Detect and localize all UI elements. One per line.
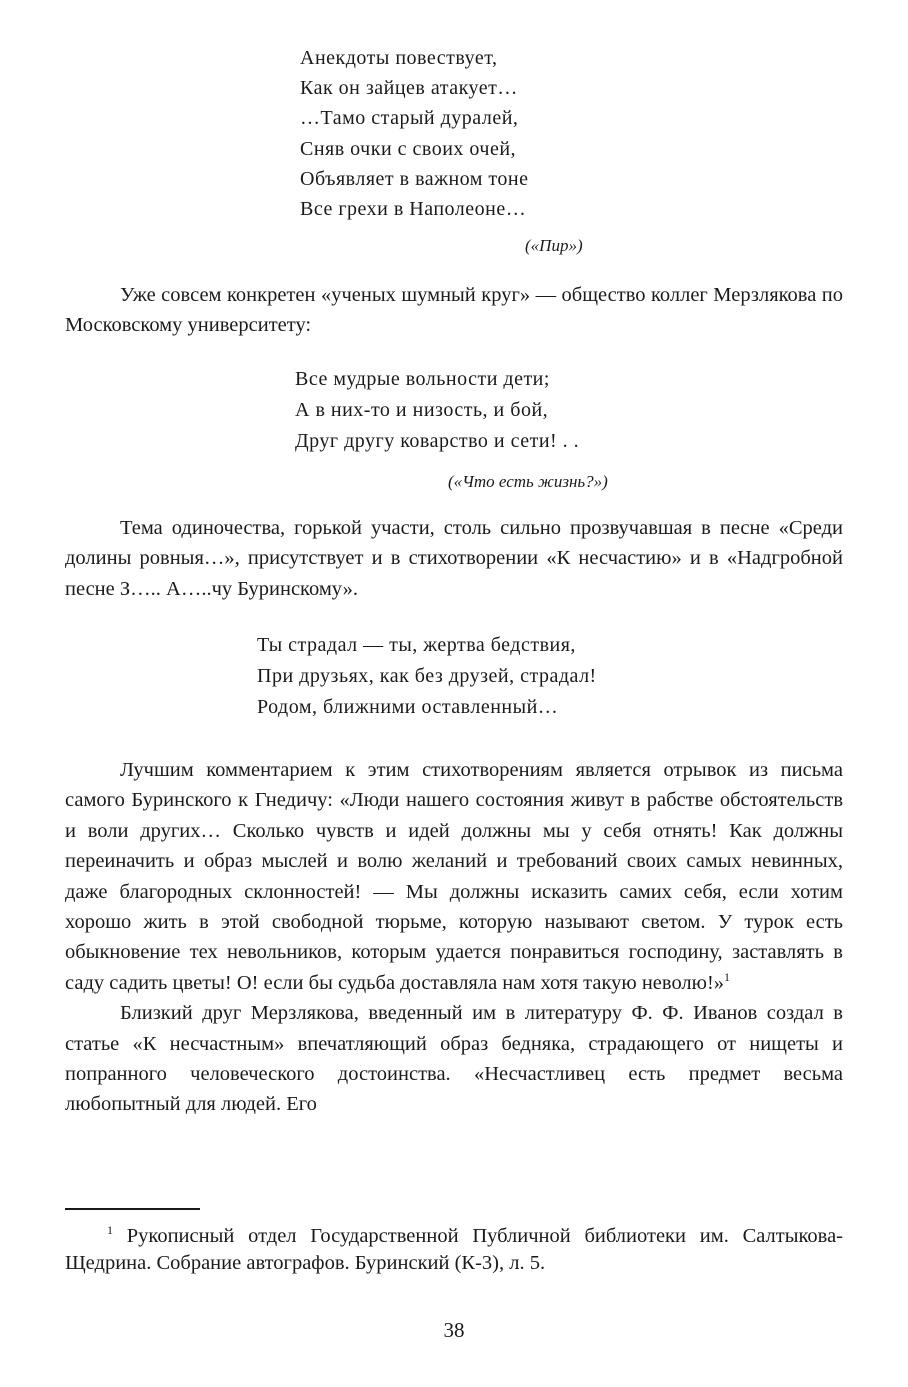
verse-line: Друг другу коварство и сети! . . [295,430,580,452]
verse-line: Все мудрые вольности дети; [295,368,550,390]
paragraph-text: Тема одиночества, горькой участи, столь сильно прозвучавшая в песне «Среди долины ровныя…», присутствует и в стихотворении «К несчастию» и в «Надгробной песне З….. А…..чу Буринскому». [65,517,843,600]
paragraph-body: Лучшим комментарием к этим стихотворениям является отрывок из письма самого Буринского к Гнедичу: «Люди нашего состояния живут в рабстве обстоятельств и воли других… Сколько чувств и идей должны мы у себя отнять! Как должны переиначить и образ мыслей и волю желаний и требований своих самых невинных, даже благородных склонностей! — Мы должны исказить самих себя, если хотим хорошо жить в этой свободной тюрьме, которую называют светом. У турок есть обыкновение тех невольников, которым удается понравиться господину, заставлять в саду садить цветы! О! если бы судьба доставляла нам хотя такую неволю!» [65,759,843,994]
verse-line: Анекдоты повествует, [300,47,498,69]
poem-attribution: («Пир») [525,236,583,255]
footnote-body: Рукописный отдел Государственной Публичной библиотеки им. Салтыкова-Щедрина. Собрание автографов. Буринский (К-3), л. 5. [65,1225,843,1274]
verse-line: Ты страдал — ты, жертва бедствия, [257,634,576,656]
paragraph-text: Близкий друг Мерзлякова, введенный им в литературу Ф. Ф. Иванов создал в статье «К несчастным» впечатляющий образ бедняка, страдающего от нищеты и попранного человеческого достоинства. «Несчастливец есть предмет весьма любопытный для людей. Его [65,1002,843,1116]
verse-line: Объявляет в важном тоне [300,167,529,190]
footnote-divider [65,1208,200,1210]
verse-line: При друзьях, как без друзей, страдал! [257,665,597,687]
verse-line: А в них-то и низость, и бой, [295,399,549,421]
page-number: 38 [443,1318,465,1342]
verse-line: Сняв очки с своих очей, [300,137,517,160]
paragraph [65,280,843,341]
footnote-ref[interactable]: 1 [724,970,731,985]
paragraph-text [65,755,843,998]
paragraph [65,755,843,1120]
paragraph [65,513,843,604]
paragraph-text: Уже совсем конкретен «ученых шумный круг» — общество коллег Мерзлякова по Московскому университету: [65,284,843,337]
poem-excerpt-pir [300,43,529,224]
footnote [65,1223,843,1277]
poem-excerpt-zhizn [295,364,579,457]
verse-line: Все грехи в Наполеоне… [300,198,527,221]
verse-line: …Тамо старый дуралей, [300,107,519,130]
poem-attribution: («Что есть жизнь?») [448,472,608,491]
verse-line: Как он зайцев атакует… [300,77,518,100]
footnote-text [65,1223,843,1277]
verse-line: Родом, ближними оставленный… [257,696,559,718]
poem-excerpt-nadgrobnaya [257,630,597,723]
footnote-mark: 1 [107,1223,113,1238]
